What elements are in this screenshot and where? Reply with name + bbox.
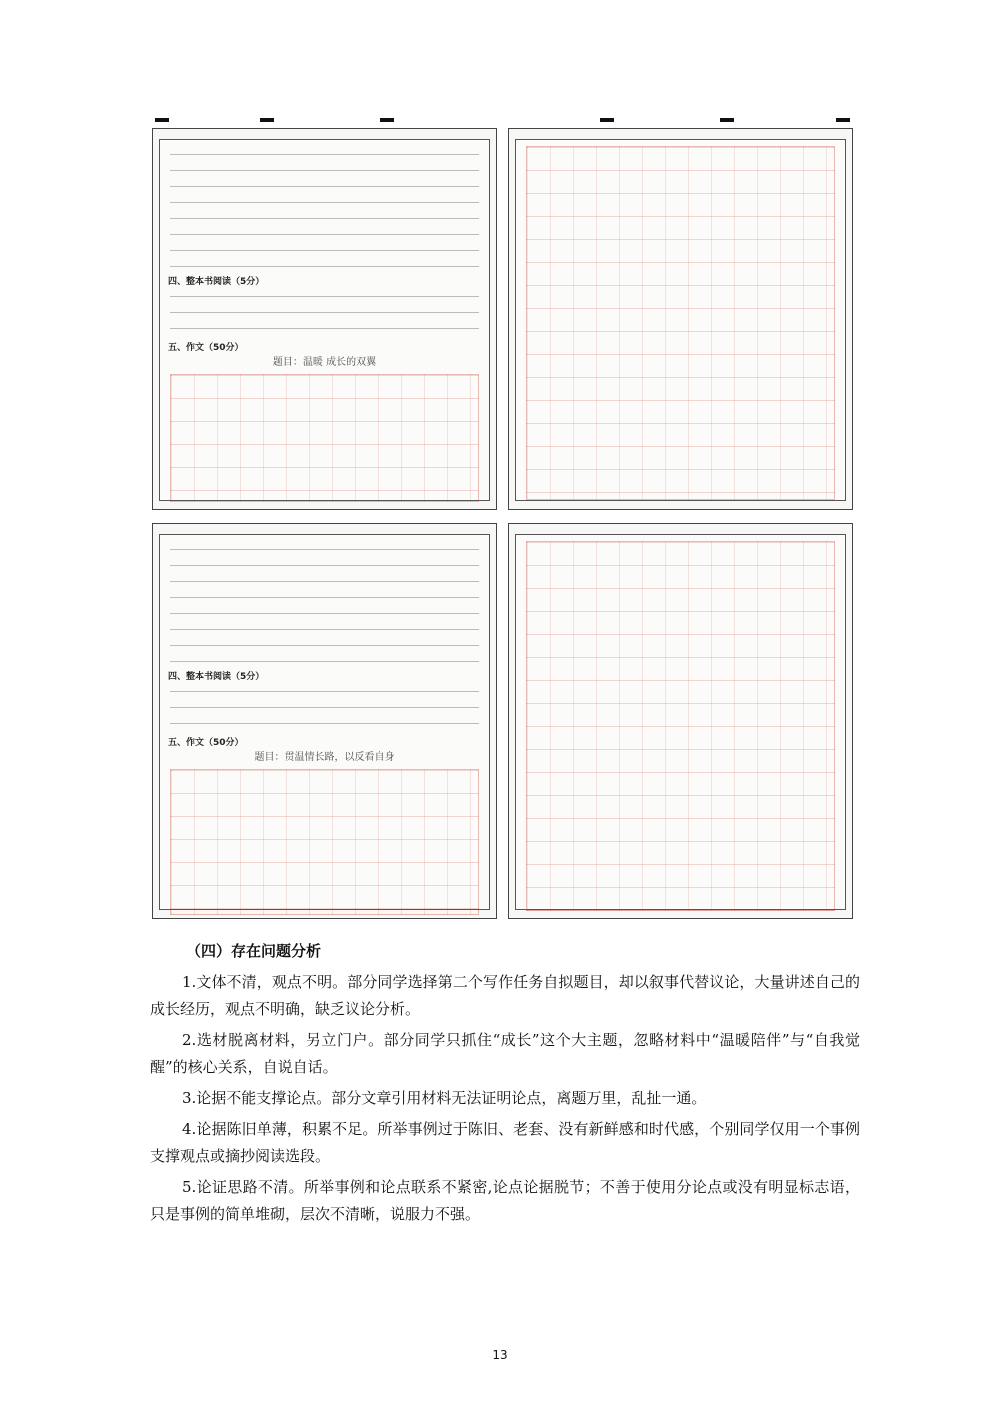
section-label: 五、作文（50分） (168, 738, 244, 748)
analysis-point: 2.选材脱离材料，另立门户。部分同学只抓住“成长”这个大主题，忽略材料中“温暖陪伴”与“自我觉醒”的核心关系，自说自话。 (150, 1031, 860, 1076)
registration-mark (836, 118, 850, 122)
analysis-point: 1.文体不清，观点不明。部分同学选择第二个写作任务自拟题目，却以叙事代替议论，大量讲述自己的成长经历，观点不明确，缺乏议论分析。 (150, 973, 860, 1018)
registration-mark (600, 118, 614, 122)
answer-sheet-scan-1 (152, 128, 497, 510)
essay-grid (170, 374, 479, 502)
registration-mark (260, 118, 274, 122)
essay-title: 题目：温暖 成长的双翼 (272, 357, 377, 368)
section-label: 四、整本书阅读（5分） (168, 277, 265, 287)
page-number: 13 (492, 1348, 508, 1362)
registration-mark (380, 118, 394, 122)
section-heading: （四）存在问题分析 (186, 942, 322, 960)
problem-analysis (150, 940, 860, 1232)
essay-grid (526, 146, 835, 500)
section-label: 四、整本书阅读（5分） (168, 672, 265, 682)
section-label: 五、作文（50分） (168, 343, 244, 353)
answer-sheet-scan-2 (508, 128, 853, 510)
essay-title: 题目：贯温情长路，以反看自身 (254, 752, 395, 763)
analysis-point: 3.论据不能支撑论点。部分文章引用材料无法证明论点，离题万里，乱扯一通。 (182, 1089, 707, 1107)
analysis-point: 4.论据陈旧单薄，积累不足。所举事例过于陈旧、老套、没有新鲜感和时代感，个别同学仅用一个事例支撑观点或摘抄阅读选段。 (150, 1120, 860, 1165)
analysis-point: 5.论证思路不清。所举事例和论点联系不紧密,论点论据脱节；不善于使用分论点或没有明显标志语，只是事例的简单堆砌，层次不清晰，说服力不强。 (150, 1178, 860, 1223)
registration-mark (720, 118, 734, 122)
answer-sheet-scan-4 (508, 523, 853, 919)
essay-grid (526, 541, 835, 911)
registration-mark (155, 118, 169, 122)
answer-sheet-scan-3 (152, 523, 497, 919)
essay-grid (170, 769, 479, 915)
